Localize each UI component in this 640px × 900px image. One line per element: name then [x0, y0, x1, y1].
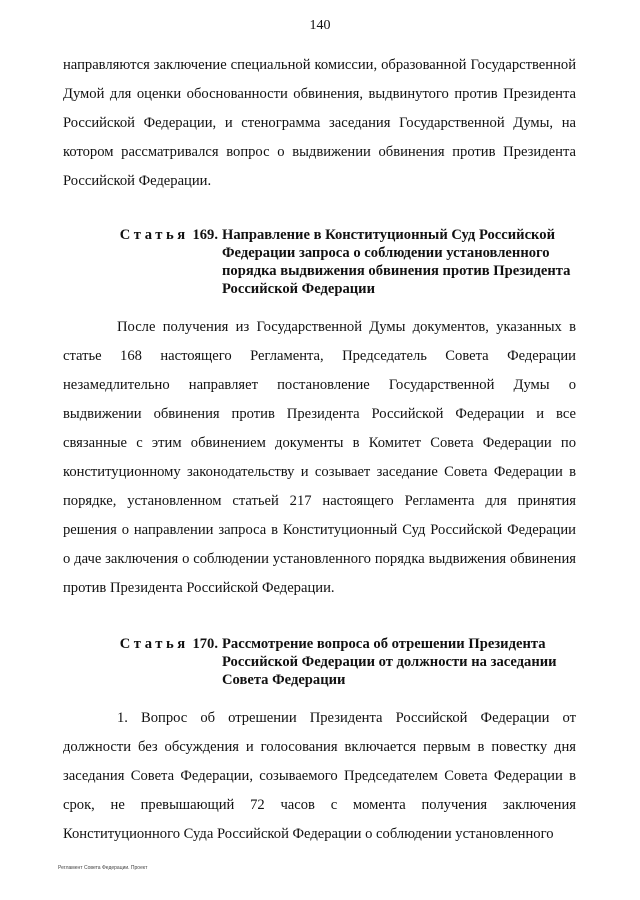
article-word: Статья: [119, 636, 189, 652]
page-number: 140: [309, 18, 331, 33]
article-title: Направление в Конституционный Суд Российской Федерации запроса о соблюдении установленного порядка выдвижения обвинения против Президента Российской Федерации: [222, 227, 571, 297]
article-heading: [63, 226, 576, 298]
article-heading: [63, 635, 576, 689]
article-title: Рассмотрение вопроса об отрешении Президента Российской Федерации от должности на заседании Совета Федерации: [222, 636, 557, 688]
article-number: 169.: [192, 227, 218, 243]
article-number: 170.: [192, 636, 218, 652]
document-body: [63, 51, 576, 849]
article-label: [63, 226, 222, 298]
article-paragraph: 1. Вопрос об отрешении Президента Российской Федерации от должности без обсуждения и голосования включается первым в повестку дня заседания Совета Федерации, созываемого Председателем Совета Федерации в срок, не превышающий 72 часов с момента получения заключения Конституционного Суда Российской Федерации о соблюдении установленного: [63, 710, 576, 842]
intro-paragraph: направляются заключение специальной комиссии, образованной Государственной Думой для оценки обоснованности обвинения, выдвинутого против Президента Российской Федерации, и стенограмма заседания Государственной Думы, на котором рассматривался вопрос о выдвижении обвинения против Президента Российской Федерации.: [63, 57, 576, 189]
article-170: [63, 635, 576, 849]
article-paragraph: После получения из Государственной Думы документов, указанных в статье 168 настоящего Регламента, Председатель Совета Федерации незамедлительно направляет постановление Государственной Думы о выдвижении обвинения против Президента Российской Федерации и все связанные с этим обвинением документы в Комитет Совета Федерации по конституционному законодательству и созывает заседание Совета Федерации в порядке, установленном статьей 217 настоящего Регламента для принятия решения о направлении запроса в Конституционный Суд Российской Федерации о даче заключения о соблюдении установленного порядка выдвижения обвинения против Президента Российской Федерации.: [63, 319, 576, 596]
footer-note: Регламент Совета Федерации. Проект: [58, 865, 148, 871]
article-label: [63, 635, 222, 689]
article-169: [63, 226, 576, 603]
article-word: Статья: [119, 227, 189, 243]
